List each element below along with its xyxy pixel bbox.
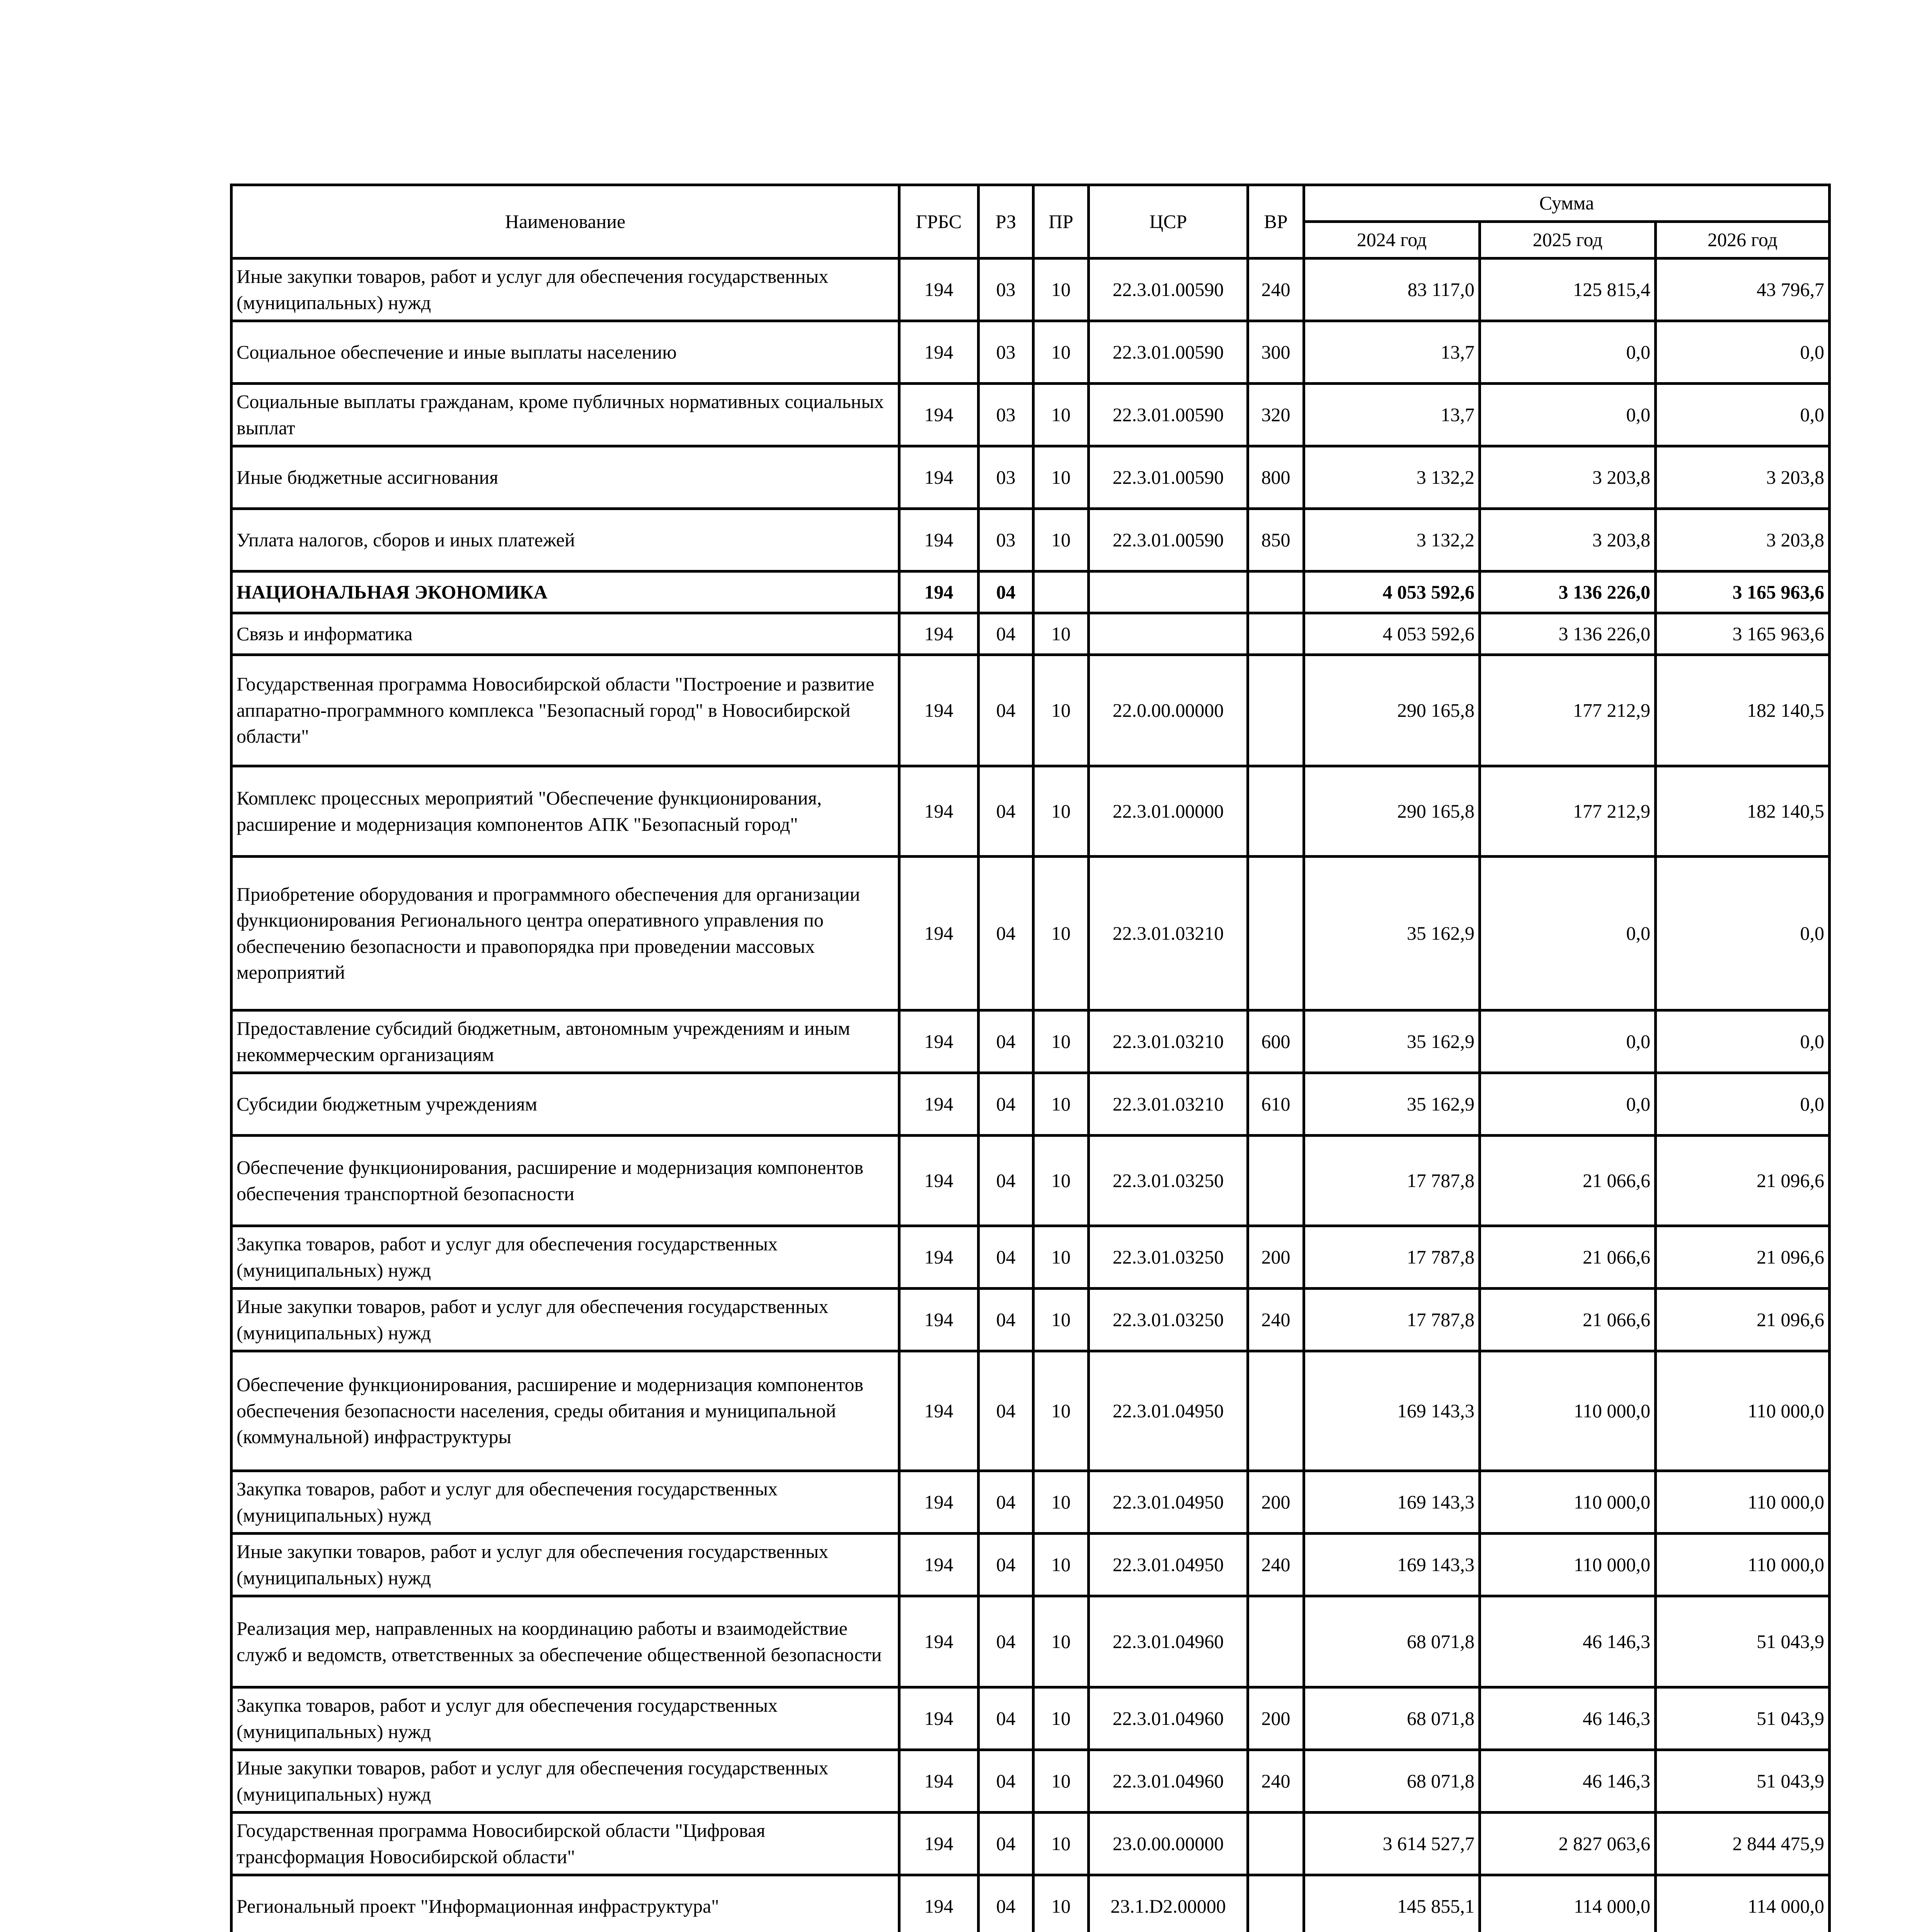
cell-name: Приобретение оборудования и программного обеспечения для организации функционирования Регионального центра оперативного управления по обеспечению безопасности и правопорядка при проведении массовых мероприятий: [232, 857, 899, 1010]
cell-vr: 610: [1248, 1073, 1304, 1136]
cell-2025: 0,0: [1480, 321, 1656, 384]
cell-2025: 46 146,3: [1480, 1596, 1656, 1687]
cell-pr: 10: [1033, 1289, 1089, 1351]
cell-rz: 03: [979, 321, 1033, 384]
cell-rz: 04: [979, 613, 1033, 655]
cell-2026: 3 203,8: [1656, 509, 1830, 571]
cell-name: Закупка товаров, работ и услуг для обеспечения государственных (муниципальных) нужд: [232, 1471, 899, 1534]
cell-pr: 10: [1033, 1687, 1089, 1750]
cell-grbs: 194: [899, 1534, 979, 1596]
cell-rz: 04: [979, 1073, 1033, 1136]
cell-name: Обеспечение функционирования, расширение и модернизация компонентов обеспечения транспортной безопасности: [232, 1136, 899, 1226]
cell-2025: 21 066,6: [1480, 1226, 1656, 1289]
cell-rz: 04: [979, 1596, 1033, 1687]
cell-rz: 04: [979, 857, 1033, 1010]
cell-rz: 03: [979, 509, 1033, 571]
cell-pr: 10: [1033, 321, 1089, 384]
cell-name: Предоставление субсидий бюджетным, автономным учреждениям и иным некоммерческим организациям: [232, 1010, 899, 1073]
table-row: [232, 1226, 1830, 1289]
col-header-rz: РЗ: [979, 185, 1033, 259]
cell-name: Уплата налогов, сборов и иных платежей: [232, 509, 899, 571]
cell-grbs: 194: [899, 1226, 979, 1289]
cell-name: Реализация мер, направленных на координацию работы и взаимодействие служб и ведомств, ответственных за обеспечение общественной безопасности: [232, 1596, 899, 1687]
cell-2026: 0,0: [1656, 1010, 1830, 1073]
cell-2024: 13,7: [1304, 384, 1480, 446]
cell-csr: 23.1.D2.00000: [1089, 1875, 1248, 1932]
cell-pr: 10: [1033, 1750, 1089, 1813]
table-row: [232, 1010, 1830, 1073]
cell-rz: 04: [979, 1875, 1033, 1932]
col-header-grbs: ГРБС: [899, 185, 979, 259]
cell-pr: 10: [1033, 1226, 1089, 1289]
cell-csr: 22.3.01.03210: [1089, 857, 1248, 1010]
col-header-vr: ВР: [1248, 185, 1304, 259]
cell-vr: [1248, 766, 1304, 857]
cell-2026: 0,0: [1656, 1073, 1830, 1136]
cell-name: Иные закупки товаров, работ и услуг для обеспечения государственных (муниципальных) нужд: [232, 259, 899, 321]
cell-2026: 110 000,0: [1656, 1471, 1830, 1534]
cell-grbs: 194: [899, 1687, 979, 1750]
col-header-2025: 2025 год: [1480, 222, 1656, 259]
budget-table: [230, 184, 1831, 1932]
cell-2026: 51 043,9: [1656, 1596, 1830, 1687]
cell-csr: 22.3.01.04950: [1089, 1471, 1248, 1534]
cell-rz: 04: [979, 1534, 1033, 1596]
cell-2024: 35 162,9: [1304, 1010, 1480, 1073]
cell-2026: 110 000,0: [1656, 1534, 1830, 1596]
cell-name: Закупка товаров, работ и услуг для обеспечения государственных (муниципальных) нужд: [232, 1687, 899, 1750]
cell-2025: 46 146,3: [1480, 1687, 1656, 1750]
cell-vr: [1248, 857, 1304, 1010]
cell-csr: 22.3.01.00590: [1089, 259, 1248, 321]
cell-2024: 290 165,8: [1304, 655, 1480, 766]
cell-name: Закупка товаров, работ и услуг для обеспечения государственных (муниципальных) нужд: [232, 1226, 899, 1289]
cell-2025: 21 066,6: [1480, 1136, 1656, 1226]
cell-grbs: 194: [899, 446, 979, 509]
cell-2026: 0,0: [1656, 857, 1830, 1010]
col-header-pr: ПР: [1033, 185, 1089, 259]
cell-grbs: 194: [899, 1010, 979, 1073]
cell-csr: 22.3.01.00590: [1089, 321, 1248, 384]
cell-name: Социальные выплаты гражданам, кроме публичных нормативных социальных выплат: [232, 384, 899, 446]
cell-csr: 22.3.01.04960: [1089, 1687, 1248, 1750]
cell-csr: 22.3.01.00590: [1089, 384, 1248, 446]
cell-2026: 21 096,6: [1656, 1226, 1830, 1289]
cell-csr: 22.3.01.03250: [1089, 1289, 1248, 1351]
cell-csr: 22.3.01.00000: [1089, 766, 1248, 857]
cell-vr: 200: [1248, 1226, 1304, 1289]
cell-name: Иные закупки товаров, работ и услуг для обеспечения государственных (муниципальных) нужд: [232, 1289, 899, 1351]
table-row: [232, 1687, 1830, 1750]
cell-rz: 04: [979, 1351, 1033, 1471]
cell-name: Региональный проект "Информационная инфраструктура": [232, 1875, 899, 1932]
cell-2024: 68 071,8: [1304, 1750, 1480, 1813]
col-header-2026: 2026 год: [1656, 222, 1830, 259]
cell-csr: 22.3.01.00590: [1089, 446, 1248, 509]
cell-grbs: 194: [899, 1596, 979, 1687]
cell-grbs: 194: [899, 1073, 979, 1136]
cell-2026: 0,0: [1656, 321, 1830, 384]
cell-2024: 68 071,8: [1304, 1596, 1480, 1687]
cell-pr: 10: [1033, 1471, 1089, 1534]
cell-rz: 03: [979, 259, 1033, 321]
cell-name: НАЦИОНАЛЬНАЯ ЭКОНОМИКА: [232, 571, 899, 613]
cell-name: Государственная программа Новосибирской области "Цифровая трансформация Новосибирской области": [232, 1813, 899, 1875]
cell-pr: 10: [1033, 446, 1089, 509]
table-row: [232, 1534, 1830, 1596]
cell-2025: 0,0: [1480, 384, 1656, 446]
cell-2024: 169 143,3: [1304, 1351, 1480, 1471]
cell-vr: 240: [1248, 259, 1304, 321]
cell-vr: [1248, 1136, 1304, 1226]
table-row: [232, 857, 1830, 1010]
cell-2026: 3 203,8: [1656, 446, 1830, 509]
cell-2024: 83 117,0: [1304, 259, 1480, 321]
cell-name: Связь и информатика: [232, 613, 899, 655]
cell-2025: 3 203,8: [1480, 446, 1656, 509]
cell-grbs: 194: [899, 1289, 979, 1351]
cell-rz: 03: [979, 446, 1033, 509]
cell-2026: 21 096,6: [1656, 1289, 1830, 1351]
cell-rz: 04: [979, 1136, 1033, 1226]
cell-2024: 3 132,2: [1304, 446, 1480, 509]
col-header-2024: 2024 год: [1304, 222, 1480, 259]
table-row: [232, 613, 1830, 655]
table-row: [232, 655, 1830, 766]
cell-vr: [1248, 1596, 1304, 1687]
cell-csr: 22.3.01.04950: [1089, 1351, 1248, 1471]
cell-pr: 10: [1033, 259, 1089, 321]
table-row: [232, 1073, 1830, 1136]
cell-name: Иные закупки товаров, работ и услуг для обеспечения государственных (муниципальных) нужд: [232, 1534, 899, 1596]
cell-2025: 177 212,9: [1480, 766, 1656, 857]
cell-2025: 114 000,0: [1480, 1875, 1656, 1932]
cell-rz: 04: [979, 1750, 1033, 1813]
cell-csr: 22.0.00.00000: [1089, 655, 1248, 766]
cell-csr: 22.3.01.00590: [1089, 509, 1248, 571]
cell-vr: [1248, 1351, 1304, 1471]
table-row: [232, 259, 1830, 321]
cell-name: Государственная программа Новосибирской области "Построение и развитие аппаратно-программного комплекса "Безопасный город" в Новосибирской области": [232, 655, 899, 766]
cell-grbs: 194: [899, 321, 979, 384]
cell-pr: [1033, 571, 1089, 613]
cell-csr: 22.3.01.03210: [1089, 1010, 1248, 1073]
cell-grbs: 194: [899, 571, 979, 613]
cell-2024: 4 053 592,6: [1304, 571, 1480, 613]
table-row: [232, 1289, 1830, 1351]
cell-2026: 182 140,5: [1656, 766, 1830, 857]
table-row: [232, 1471, 1830, 1534]
cell-2025: 46 146,3: [1480, 1750, 1656, 1813]
cell-csr: 22.3.01.03250: [1089, 1226, 1248, 1289]
cell-2024: 35 162,9: [1304, 857, 1480, 1010]
cell-rz: 04: [979, 1289, 1033, 1351]
cell-2025: 3 136 226,0: [1480, 613, 1656, 655]
cell-vr: 240: [1248, 1750, 1304, 1813]
cell-grbs: 194: [899, 1136, 979, 1226]
cell-rz: 04: [979, 1687, 1033, 1750]
cell-rz: 04: [979, 1813, 1033, 1875]
cell-vr: [1248, 571, 1304, 613]
table-row: [232, 571, 1830, 613]
cell-2026: 3 165 963,6: [1656, 613, 1830, 655]
cell-grbs: 194: [899, 1813, 979, 1875]
cell-2025: 110 000,0: [1480, 1534, 1656, 1596]
cell-pr: 10: [1033, 655, 1089, 766]
cell-rz: 04: [979, 766, 1033, 857]
cell-rz: 04: [979, 1010, 1033, 1073]
cell-grbs: 194: [899, 655, 979, 766]
cell-2024: 169 143,3: [1304, 1471, 1480, 1534]
table-row: [232, 1875, 1830, 1932]
cell-pr: 10: [1033, 1813, 1089, 1875]
cell-grbs: 194: [899, 1750, 979, 1813]
table-row: [232, 1813, 1830, 1875]
cell-rz: 04: [979, 571, 1033, 613]
cell-grbs: 194: [899, 1351, 979, 1471]
cell-csr: 23.0.00.00000: [1089, 1813, 1248, 1875]
cell-2024: 17 787,8: [1304, 1136, 1480, 1226]
cell-2024: 3 614 527,7: [1304, 1813, 1480, 1875]
cell-vr: 850: [1248, 509, 1304, 571]
table-body: [232, 259, 1830, 1932]
cell-name: Комплекс процессных мероприятий "Обеспечение функционирования, расширение и модернизация компонентов АПК "Безопасный город": [232, 766, 899, 857]
col-header-name: Наименование: [232, 185, 899, 259]
table-row: [232, 1136, 1830, 1226]
cell-csr: [1089, 613, 1248, 655]
cell-grbs: 194: [899, 509, 979, 571]
cell-grbs: 194: [899, 259, 979, 321]
cell-csr: 22.3.01.04960: [1089, 1750, 1248, 1813]
cell-vr: 300: [1248, 321, 1304, 384]
cell-2025: 3 203,8: [1480, 509, 1656, 571]
table-row: [232, 321, 1830, 384]
cell-pr: 10: [1033, 1351, 1089, 1471]
cell-vr: 800: [1248, 446, 1304, 509]
cell-pr: 10: [1033, 613, 1089, 655]
cell-name: Обеспечение функционирования, расширение и модернизация компонентов обеспечения безопасности населения, среды обитания и муниципальной (коммунальной) инфраструктуры: [232, 1351, 899, 1471]
col-header-sum: Сумма: [1304, 185, 1830, 222]
cell-vr: 200: [1248, 1471, 1304, 1534]
cell-vr: 600: [1248, 1010, 1304, 1073]
cell-pr: 10: [1033, 1136, 1089, 1226]
cell-grbs: 194: [899, 857, 979, 1010]
cell-pr: 10: [1033, 509, 1089, 571]
cell-grbs: 194: [899, 384, 979, 446]
cell-vr: 200: [1248, 1687, 1304, 1750]
cell-2024: 169 143,3: [1304, 1534, 1480, 1596]
cell-pr: 10: [1033, 384, 1089, 446]
cell-name: Иные закупки товаров, работ и услуг для обеспечения государственных (муниципальных) нужд: [232, 1750, 899, 1813]
cell-vr: [1248, 655, 1304, 766]
cell-2026: 51 043,9: [1656, 1750, 1830, 1813]
cell-name: Иные бюджетные ассигнования: [232, 446, 899, 509]
cell-rz: 04: [979, 1226, 1033, 1289]
cell-vr: 320: [1248, 384, 1304, 446]
cell-pr: 10: [1033, 1534, 1089, 1596]
cell-vr: [1248, 613, 1304, 655]
cell-csr: 22.3.01.04950: [1089, 1534, 1248, 1596]
cell-csr: 22.3.01.03250: [1089, 1136, 1248, 1226]
cell-2024: 17 787,8: [1304, 1226, 1480, 1289]
cell-2025: 0,0: [1480, 857, 1656, 1010]
cell-rz: 03: [979, 384, 1033, 446]
table-header: [232, 185, 1830, 259]
cell-2026: 51 043,9: [1656, 1687, 1830, 1750]
cell-2026: 3 165 963,6: [1656, 571, 1830, 613]
header-row-1: [232, 185, 1830, 222]
table-row: [232, 766, 1830, 857]
cell-pr: 10: [1033, 1875, 1089, 1932]
cell-pr: 10: [1033, 1010, 1089, 1073]
cell-grbs: 194: [899, 766, 979, 857]
cell-csr: 22.3.01.04960: [1089, 1596, 1248, 1687]
cell-2026: 2 844 475,9: [1656, 1813, 1830, 1875]
cell-2024: 4 053 592,6: [1304, 613, 1480, 655]
cell-2024: 3 132,2: [1304, 509, 1480, 571]
table-row: [232, 1351, 1830, 1471]
cell-2025: 21 066,6: [1480, 1289, 1656, 1351]
col-header-csr: ЦСР: [1089, 185, 1248, 259]
table-row: [232, 509, 1830, 571]
table-row: [232, 1596, 1830, 1687]
cell-rz: 04: [979, 655, 1033, 766]
cell-grbs: 194: [899, 1471, 979, 1534]
cell-vr: [1248, 1813, 1304, 1875]
cell-2025: 110 000,0: [1480, 1351, 1656, 1471]
cell-2025: 2 827 063,6: [1480, 1813, 1656, 1875]
cell-pr: 10: [1033, 857, 1089, 1010]
cell-vr: 240: [1248, 1289, 1304, 1351]
cell-name: Социальное обеспечение и иные выплаты населению: [232, 321, 899, 384]
cell-2025: 125 815,4: [1480, 259, 1656, 321]
cell-2024: 13,7: [1304, 321, 1480, 384]
cell-2026: 110 000,0: [1656, 1351, 1830, 1471]
cell-grbs: 194: [899, 613, 979, 655]
cell-2024: 35 162,9: [1304, 1073, 1480, 1136]
cell-2026: 21 096,6: [1656, 1136, 1830, 1226]
cell-name: Субсидии бюджетным учреждениям: [232, 1073, 899, 1136]
cell-pr: 10: [1033, 1073, 1089, 1136]
cell-2026: 43 796,7: [1656, 259, 1830, 321]
cell-2024: 68 071,8: [1304, 1687, 1480, 1750]
cell-pr: 10: [1033, 1596, 1089, 1687]
cell-2025: 110 000,0: [1480, 1471, 1656, 1534]
cell-2024: 17 787,8: [1304, 1289, 1480, 1351]
cell-vr: 240: [1248, 1534, 1304, 1596]
cell-2026: 0,0: [1656, 384, 1830, 446]
cell-2025: 0,0: [1480, 1010, 1656, 1073]
table-row: [232, 1750, 1830, 1813]
cell-2025: 3 136 226,0: [1480, 571, 1656, 613]
cell-csr: 22.3.01.03210: [1089, 1073, 1248, 1136]
cell-csr: [1089, 571, 1248, 613]
table-row: [232, 384, 1830, 446]
cell-grbs: 194: [899, 1875, 979, 1932]
cell-2025: 0,0: [1480, 1073, 1656, 1136]
cell-2025: 177 212,9: [1480, 655, 1656, 766]
cell-vr: [1248, 1875, 1304, 1932]
cell-2024: 145 855,1: [1304, 1875, 1480, 1932]
cell-2026: 114 000,0: [1656, 1875, 1830, 1932]
table-row: [232, 446, 1830, 509]
cell-2024: 290 165,8: [1304, 766, 1480, 857]
cell-rz: 04: [979, 1471, 1033, 1534]
cell-2026: 182 140,5: [1656, 655, 1830, 766]
cell-pr: 10: [1033, 766, 1089, 857]
